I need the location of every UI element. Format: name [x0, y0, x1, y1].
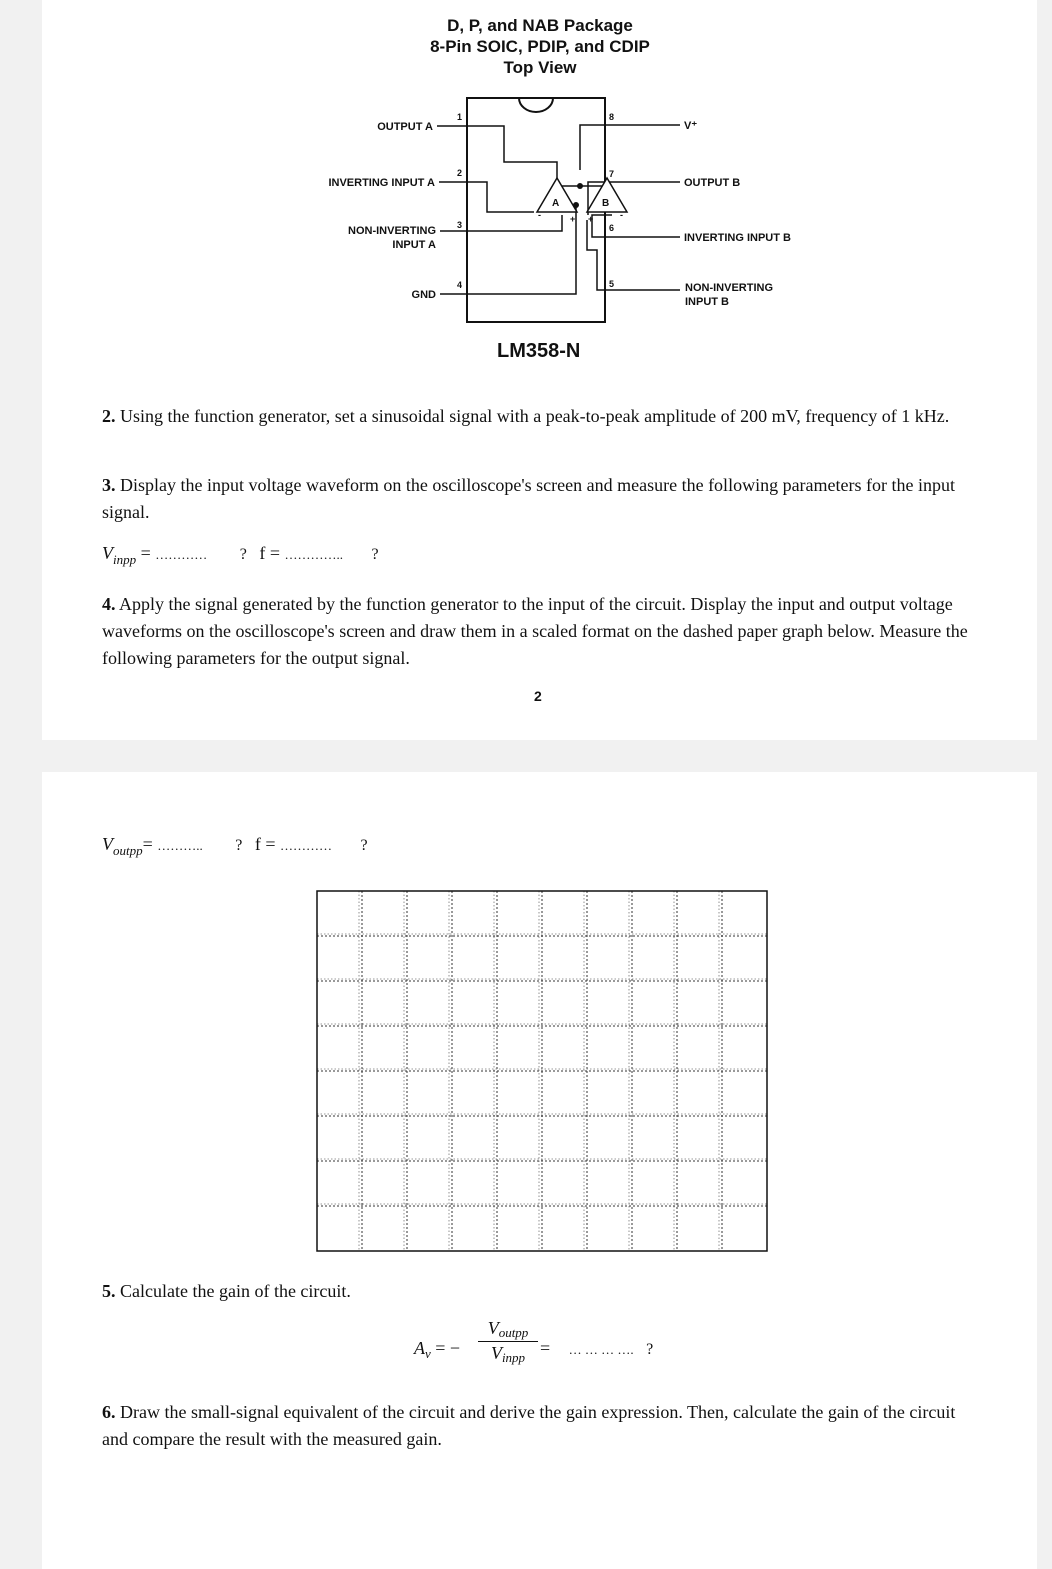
step-5-number: 5. [102, 1281, 116, 1301]
step-2-number: 2. [102, 406, 116, 426]
voutpp-symbol: V [102, 834, 113, 854]
voutpp-unit-placeholder: ? [235, 837, 243, 854]
step-4-text: Apply the signal generated by the function generator to the input of the circuit. Display the input and output voltage waveforms on the oscilloscope's screen and draw them in a scaled format on the dashed paper graph below. Measure the following parameters for the output signal. [102, 594, 968, 668]
pin-label-inverting-input-b: INVERTING INPUT B [684, 232, 791, 244]
pin-number-1: 1 [457, 112, 463, 122]
part-name-label: LM358-N [497, 340, 581, 362]
voutpp-subscript: outpp [113, 843, 143, 858]
pin-label-non-inverting-b-line2: INPUT B [685, 296, 729, 308]
document-page-1 [42, 0, 1037, 740]
input-measurement-row [102, 543, 379, 567]
amp-a-plus: + [570, 214, 576, 224]
vinpp-unit-placeholder: ? [239, 546, 247, 563]
output-measurement-row [102, 834, 368, 858]
amplifier-b-label: B [602, 198, 610, 209]
pin-label-non-inverting-b-line1: NON-INVERTING [685, 282, 773, 294]
pin-label-non-inverting-a-line2: INPUT A [392, 239, 436, 251]
step-3-paragraph [102, 472, 982, 526]
step-3-text: Display the input voltage waveform on the oscilloscope's screen and measure the following parameters for the input signal. [102, 475, 955, 522]
amp-b-plus: + [588, 214, 594, 224]
gain-lhs [414, 1338, 460, 1359]
step-4-number: 4. [102, 594, 116, 614]
gain-equals-minus: = − [430, 1338, 461, 1358]
step-6-text: Draw the small-signal equivalent of the circuit and derive the gain expression. Then, calculate the gain of the circuit and compare the result with the measured gain. [102, 1402, 956, 1449]
fout-label: f = [254, 834, 281, 854]
step-6-paragraph [102, 1399, 982, 1453]
fout-blank: ………… [280, 838, 333, 853]
vinpp-subscript: inpp [113, 552, 137, 567]
package-notch [519, 98, 553, 112]
amp-a-minus: - [538, 210, 541, 220]
package-title-line-2: 8-Pin SOIC, PDIP, and CDIP [430, 37, 650, 56]
fin-blank: ………….. [284, 547, 344, 562]
step-3-number: 3. [102, 475, 116, 495]
av-subscript: v [425, 1346, 431, 1361]
gain-unit-placeholder: ? [646, 1341, 654, 1358]
step-5-text: Calculate the gain of the circuit. [115, 1281, 351, 1301]
pin-number-4: 4 [457, 280, 463, 290]
pin-number-6: 6 [609, 223, 615, 233]
step-2-text: Using the function generator, set a sinusoidal signal with a peak-to-peak amplitude of 200 mV, frequency of 1 kHz. [115, 406, 950, 426]
pin-number-2: 2 [457, 168, 463, 178]
pin-number-5: 5 [609, 279, 615, 289]
voutpp-blank: ……….. [157, 838, 203, 853]
junction-dot [573, 202, 579, 208]
step-6-number: 6. [102, 1402, 116, 1422]
gain-denominator: Vinpp [490, 1343, 526, 1365]
pin-number-7: 7 [609, 169, 615, 179]
step-4-paragraph [102, 591, 982, 672]
fin-label: f = [259, 543, 285, 563]
pin-number-3: 3 [457, 220, 463, 230]
package-title-line-1: D, P, and NAB Package [447, 16, 633, 35]
vinpp-equals: = [136, 543, 156, 563]
pin-label-output-b: OUTPUT B [684, 177, 741, 189]
pin-label-non-inverting-a-line1: NON-INVERTING [348, 225, 436, 237]
fout-unit-placeholder: ? [360, 837, 368, 854]
amplifier-a-label: A [552, 198, 560, 209]
vinpp-blank: ………… [155, 547, 208, 562]
voutpp-equals: = [142, 834, 158, 854]
amp-b-minus: - [620, 210, 623, 220]
step-2-paragraph [102, 403, 982, 430]
gain-rhs [540, 1338, 653, 1359]
vinpp-symbol: V [102, 543, 113, 563]
pin-label-vplus: V⁺ [684, 120, 698, 132]
av-symbol: A [414, 1338, 425, 1358]
gain-numerator: Voutpp [478, 1318, 538, 1342]
gain-fraction [478, 1318, 538, 1364]
step-5-paragraph [102, 1278, 982, 1305]
junction-dot [577, 183, 583, 189]
pin-label-output-a: OUTPUT A [377, 121, 433, 133]
gain-blank: … … … …. [568, 1342, 634, 1357]
package-title-line-3: Top View [503, 58, 577, 77]
lm358-pinout-diagram [312, 90, 792, 340]
page-number: 2 [534, 688, 542, 704]
dashed-graph-paper[interactable] [316, 890, 768, 1252]
fin-unit-placeholder: ? [371, 546, 379, 563]
document-page-2 [42, 772, 1037, 1569]
gain-equals: = [540, 1338, 551, 1358]
pin-label-inverting-input-a: INVERTING INPUT A [328, 177, 435, 189]
pin-label-gnd: GND [411, 289, 436, 301]
pin-number-8: 8 [609, 112, 615, 122]
